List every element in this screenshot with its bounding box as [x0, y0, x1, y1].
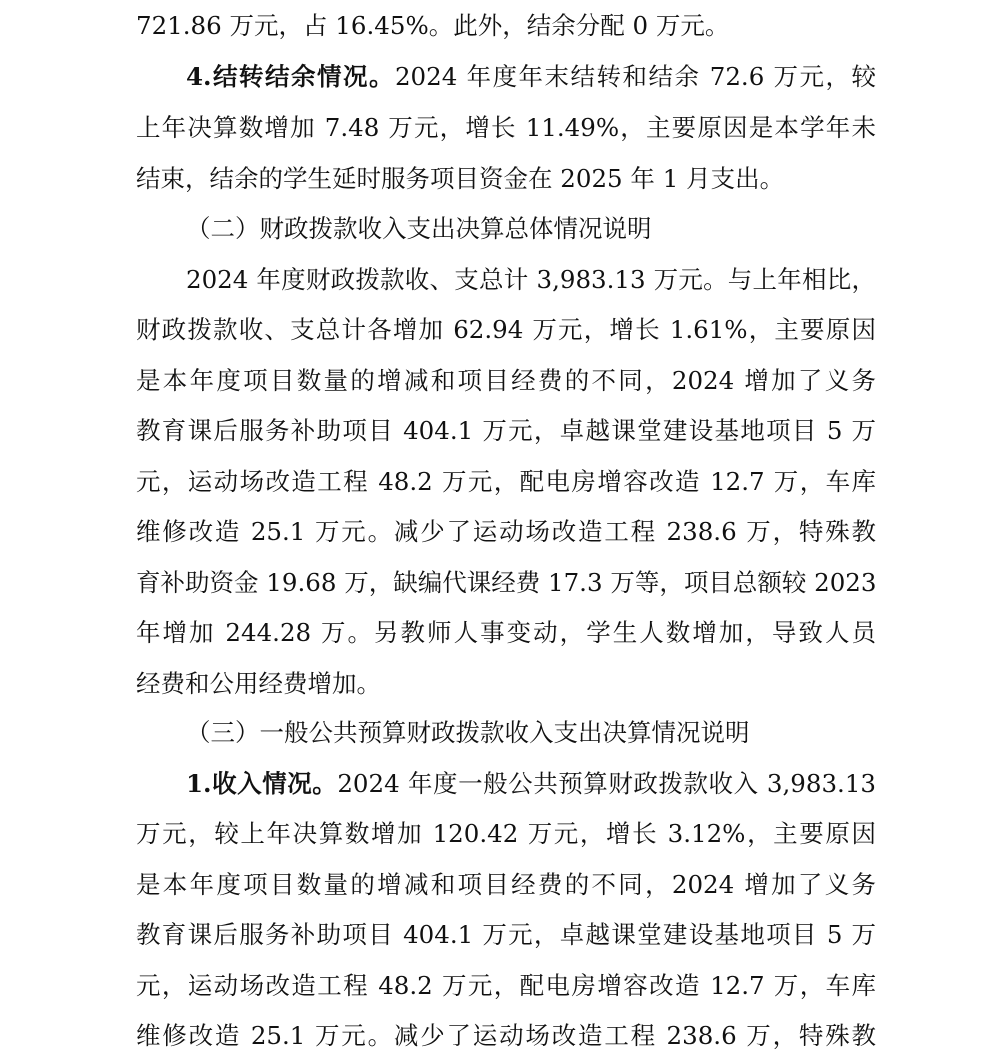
line-text: 万元，较上年决算数增加 120.42 万元，增长 3.12%，主要原因 — [136, 819, 876, 848]
line-text: 2024 年度一般公共预算财政拨款收入 3,983.13 — [337, 769, 877, 798]
line-text: 上年决算数增加 7.48 万元，增长 11.49%，主要原因是本学年未 — [136, 113, 876, 142]
line-text: 维修改造 25.1 万元。减少了运动场改造工程 238.6 万，特殊教 — [136, 1021, 876, 1050]
section-label-carryover: 4.结转结余情况。 — [186, 62, 395, 91]
paragraph-line — [136, 406, 876, 456]
paragraph-line — [136, 154, 876, 204]
section-label-income: 1.收入情况。 — [186, 769, 338, 798]
line-text: 教育课后服务补助项目 404.1 万元，卓越课堂建设基地项目 5 万 — [136, 416, 876, 445]
paragraph-line — [136, 507, 876, 557]
paragraph-line — [136, 305, 876, 355]
paragraph-line — [136, 457, 876, 507]
paragraph-line — [136, 558, 876, 608]
line-text: 财政拨款收、支总计各增加 62.94 万元，增长 1.61%，主要原因 — [136, 315, 876, 344]
heading-text: （二）财政拨款收入支出决算总体情况说明 — [186, 214, 652, 243]
line-text: 维修改造 25.1 万元。减少了运动场改造工程 238.6 万，特殊教 — [136, 517, 876, 546]
paragraph-line — [136, 961, 876, 1011]
paragraph-line — [136, 103, 876, 153]
line-text: 经费和公用经费增加。 — [136, 669, 381, 698]
heading-text: （三）一般公共预算财政拨款收入支出决算情况说明 — [186, 718, 750, 747]
paragraph-line — [136, 608, 876, 658]
paragraph-line — [136, 1011, 876, 1061]
line-text: 721.86 万元，占 16.45%。此外，结余分配 0 万元。 — [136, 11, 730, 40]
paragraph-line — [136, 356, 876, 406]
line-text: 是本年度项目数量的增减和项目经费的不同，2024 增加了义务 — [136, 366, 876, 395]
line-text: 育补助资金 19.68 万，缺编代课经费 17.3 万等，项目总额较 2023 — [136, 568, 877, 597]
section-heading — [186, 708, 750, 758]
section-heading — [186, 204, 652, 254]
line-text: 结束，结余的学生延时服务项目资金在 2025 年 1 月支出。 — [136, 164, 785, 193]
paragraph-line — [186, 759, 876, 809]
paragraph-line — [136, 1, 876, 51]
line-text: 年增加 244.28 万。另教师人事变动，学生人数增加，导致人员 — [136, 618, 876, 647]
paragraph-line — [186, 255, 876, 305]
paragraph-line — [136, 860, 876, 910]
line-text: 2024 年度财政拨款收、支总计 3,983.13 万元。与上年相比， — [186, 265, 876, 294]
paragraph-line — [186, 52, 876, 102]
line-text: 元，运动场改造工程 48.2 万元，配电房增容改造 12.7 万，车库 — [136, 467, 876, 496]
line-text: 元，运动场改造工程 48.2 万元，配电房增容改造 12.7 万，车库 — [136, 971, 876, 1000]
paragraph-line — [136, 910, 876, 960]
paragraph-line — [136, 809, 876, 859]
line-text: 是本年度项目数量的增减和项目经费的不同，2024 增加了义务 — [136, 870, 876, 899]
paragraph-line — [136, 659, 876, 709]
line-text: 2024 年度年末结转和结余 72.6 万元，较 — [394, 62, 877, 91]
line-text: 教育课后服务补助项目 404.1 万元，卓越课堂建设基地项目 5 万 — [136, 920, 876, 949]
